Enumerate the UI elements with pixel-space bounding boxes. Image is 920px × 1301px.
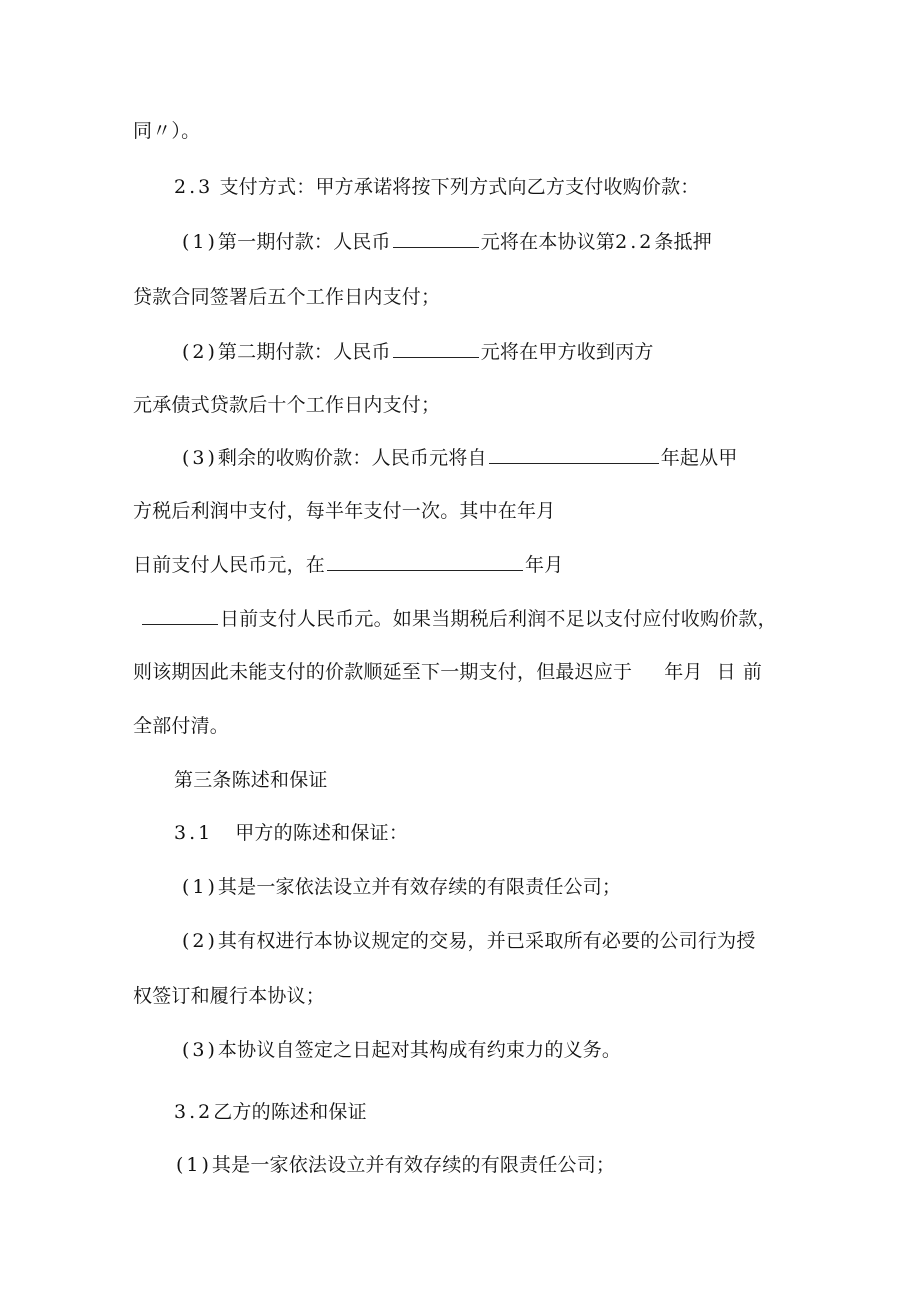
item-number: (2) bbox=[182, 341, 218, 363]
item-text: 第二期付款：人民币 bbox=[217, 341, 391, 363]
item-text: 剩余的收购价款：人民币元将自 bbox=[217, 447, 487, 469]
paragraph-line bbox=[133, 983, 325, 1009]
item-number: (1) bbox=[176, 1154, 212, 1176]
text: 元承债式贷款后十个工作日内支付； bbox=[133, 394, 441, 416]
item-text: 元将在本协议第 bbox=[480, 231, 616, 253]
text: 前 bbox=[742, 661, 763, 683]
clause-number: 2.3 bbox=[174, 176, 214, 198]
item-text: 其有权进行本协议规定的交易，并已采取所有必要的公司行为授 bbox=[217, 930, 756, 952]
item-number: (3) bbox=[182, 1039, 218, 1061]
payment-item-2 bbox=[182, 339, 654, 365]
item-number: (1) bbox=[182, 876, 218, 898]
warranty-item bbox=[182, 1037, 621, 1063]
text: 年月 bbox=[525, 554, 564, 576]
paragraph-line bbox=[133, 284, 440, 310]
blank-amount bbox=[393, 229, 479, 248]
text: 全部付清。 bbox=[133, 715, 230, 737]
text: 日 bbox=[716, 661, 736, 683]
item-number: (1) bbox=[182, 231, 218, 253]
item-number: (2) bbox=[182, 930, 218, 952]
section-2-3 bbox=[174, 174, 699, 200]
warranty-item bbox=[182, 874, 621, 900]
text: 同〃）。 bbox=[133, 120, 201, 142]
blank-day bbox=[142, 606, 218, 625]
item-text: 其是一家依法设立并有效存续的有限责任公司； bbox=[217, 876, 622, 898]
item-text: 年起从甲 bbox=[660, 447, 738, 469]
paragraph-line bbox=[133, 659, 762, 685]
item-text: 其是一家依法设立并有效存续的有限责任公司； bbox=[211, 1154, 616, 1176]
blank-year bbox=[489, 445, 659, 464]
section-3-1 bbox=[174, 820, 408, 846]
blank-amount bbox=[393, 339, 479, 358]
text: 贷款合同签署后五个工作日内支付； bbox=[133, 286, 441, 308]
item-text: 条抵押 bbox=[654, 231, 712, 253]
item-text: 本协议自签定之日起对其构成有约束力的义务。 bbox=[217, 1039, 622, 1061]
clause-ref: 2.2 bbox=[615, 231, 655, 253]
text: 权签订和履行本协议； bbox=[133, 985, 326, 1007]
clause-number: 3.2 bbox=[174, 1101, 214, 1123]
paragraph-line bbox=[142, 606, 777, 632]
warranty-item bbox=[182, 928, 756, 954]
text: 年月 bbox=[664, 661, 703, 683]
payment-item-3 bbox=[182, 445, 738, 471]
paragraph-line bbox=[133, 392, 440, 418]
text: 方税后利润中支付，每半年支付一次。其中在年月 bbox=[133, 500, 556, 522]
item-number: (3) bbox=[182, 447, 218, 469]
text: 则该期因此未能支付的价款顺延至下一期支付，但最迟应于 bbox=[133, 661, 633, 683]
item-text: 第一期付款：人民币 bbox=[217, 231, 391, 253]
blank-year bbox=[327, 552, 523, 571]
paragraph-line bbox=[133, 498, 555, 524]
article-3-heading bbox=[174, 767, 328, 793]
item-text: 元将在甲方收到丙方 bbox=[480, 341, 654, 363]
paragraph-line bbox=[133, 118, 200, 144]
text: 日前支付人民币元。如果当期税后利润不足以支付应付收购价款， bbox=[220, 608, 777, 630]
paragraph-line bbox=[133, 552, 563, 578]
paragraph-line bbox=[133, 713, 229, 739]
clause-number: 3.1 bbox=[174, 822, 214, 844]
clause-text: 支付方式：甲方承诺将按下列方式向乙方支付收购价款： bbox=[219, 176, 700, 198]
clause-text: 乙方的陈述和保证 bbox=[213, 1101, 367, 1123]
text: 日前支付人民币元，在 bbox=[133, 554, 326, 576]
warranty-item bbox=[176, 1152, 615, 1178]
section-3-2 bbox=[174, 1099, 367, 1125]
payment-item-1 bbox=[182, 229, 712, 255]
heading-text: 第三条陈述和保证 bbox=[174, 769, 328, 791]
clause-text: 甲方的陈述和保证： bbox=[235, 822, 409, 844]
